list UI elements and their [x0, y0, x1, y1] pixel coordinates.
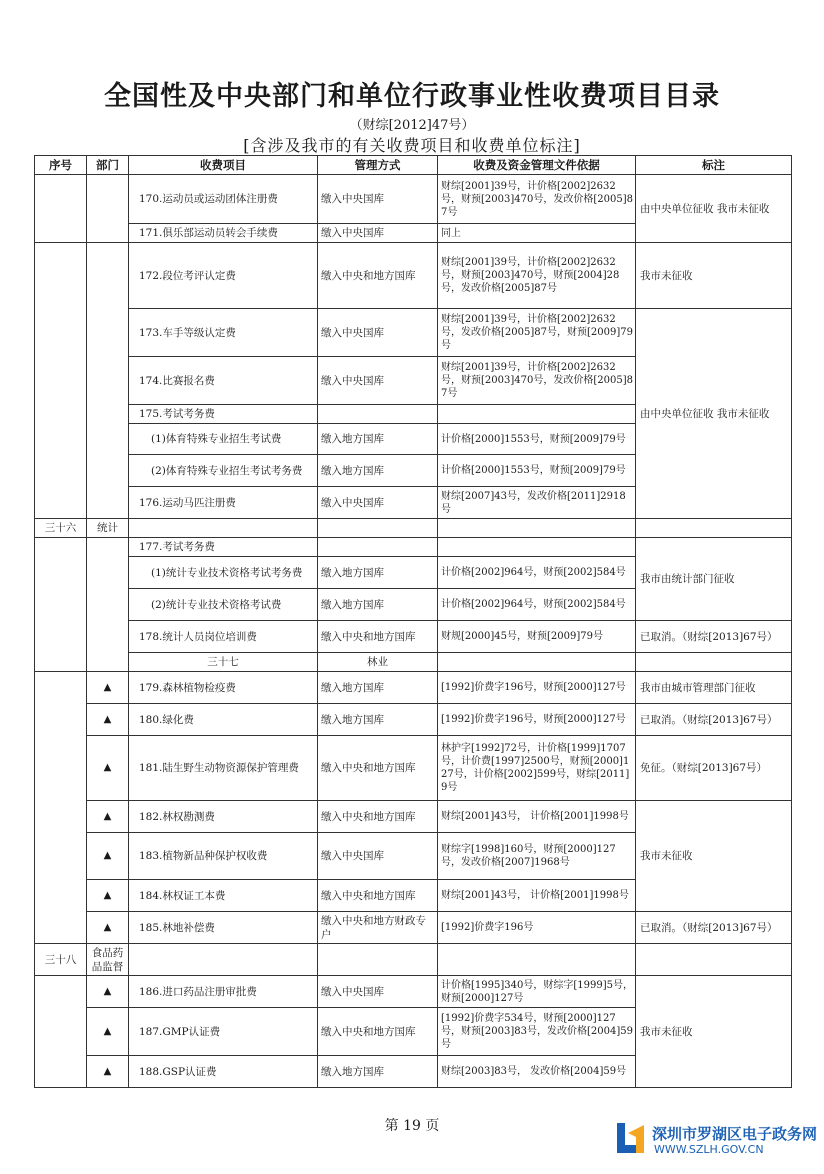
cell-mgmt: 缴入中央国库 [318, 357, 438, 405]
triangle-marker: ▲ [87, 1056, 129, 1088]
cell-item: 181.陆生野生动物资源保护管理费 [129, 736, 318, 801]
cell-dept [87, 538, 129, 672]
cell-item: 180.绿化费 [129, 704, 318, 736]
cell-remark: 我市未征收 [636, 801, 792, 912]
table-row [35, 243, 792, 309]
cell-doc [438, 538, 636, 557]
cell-item: 173.车手等级认定费 [129, 309, 318, 357]
cell-mgmt: 缴入中央和地方国库 [318, 801, 438, 833]
cell-doc: 财综[2001]39号，计价格[2002]2632号，发改价格[2005]87号，财预[2009]79号 [438, 309, 636, 357]
cell-remark: 已取消。（财综[2013]67号） [636, 621, 792, 653]
cell-mgmt: 缴入中央国库 [318, 175, 438, 224]
triangle-marker: ▲ [87, 736, 129, 801]
header-item: 收费项目 [129, 156, 318, 175]
cell-item: 187.GMP认证费 [129, 1008, 318, 1056]
cell-mgmt: 缴入地方国库 [318, 557, 438, 589]
document-note: [含涉及我市的有关收费项目和收费单位标注] [243, 136, 581, 155]
cell-item: 179.森林植物检疫费 [129, 672, 318, 704]
cell-doc: [1992]价费字196号，财预[2000]127号 [438, 704, 636, 736]
cell-doc: [1992]价费字196号，财预[2000]127号 [438, 672, 636, 704]
table-row [35, 309, 792, 357]
document-title: 全国性及中央部门和单位行政事业性收费项目目录 [104, 81, 720, 112]
table-row [35, 736, 792, 801]
cell-remark: 免征。（财综[2013]67号） [636, 736, 792, 801]
cell-remark: 已取消。（财综[2013]67号） [636, 912, 792, 944]
cell-dept [87, 175, 129, 243]
table-header-row [35, 156, 792, 175]
cell-mgmt: 缴入地方国库 [318, 589, 438, 621]
cell-item: 183.植物新品种保护权收费 [129, 833, 318, 880]
site-logo-icon [614, 1119, 650, 1159]
triangle-marker: ▲ [87, 672, 129, 704]
cell-mgmt: 缴入地方国库 [318, 1056, 438, 1088]
cell-item: 175.考试考务费 [129, 405, 318, 424]
triangle-marker: ▲ [87, 976, 129, 1008]
cell-doc: 计价格[1995]340号，财综字[1999]5号， 财预[2000]127号 [438, 976, 636, 1008]
cell-mgmt: 缴入地方国库 [318, 424, 438, 455]
site-logo [614, 1119, 818, 1167]
cell-doc: 财综字[1998]160号，财预[2000]127号，发改价格[2007]1968号 [438, 833, 636, 880]
cell-doc: 计价格[2000]1553号，财预[2009]79号 [438, 455, 636, 487]
cell-no [35, 538, 87, 672]
triangle-marker: ▲ [87, 880, 129, 912]
cell-doc: 财综[2007]43号，发改价格[2011]2918号 [438, 487, 636, 519]
cell-no [35, 175, 87, 243]
cell-mgmt: 缴入中央和地方国库 [318, 243, 438, 309]
cell-item: 185.林地补偿费 [129, 912, 318, 944]
header-dept: 部门 [87, 156, 129, 175]
cell-item: 172.段位考评认定费 [129, 243, 318, 309]
cell-mgmt: 缴入中央和地方国库 [318, 1008, 438, 1056]
cell-item: 178.统计人员岗位培训费 [129, 621, 318, 653]
cell-mgmt: 缴入地方国库 [318, 672, 438, 704]
fee-table [34, 155, 792, 1088]
cell-mgmt: 缴入中央国库 [318, 224, 438, 243]
cell-remark: 我市由城市管理部门征收 [636, 672, 792, 704]
cell-item: 177.考试考务费 [129, 538, 318, 557]
cell-item: 170.运动员或运动团体注册费 [129, 175, 318, 224]
section-no: 三十八 [35, 944, 87, 976]
cell-doc: 计价格[2002]964号，财预[2002]584号 [438, 589, 636, 621]
cell-mgmt: 缴入中央和地方国库 [318, 880, 438, 912]
cell-mgmt: 缴入中央和地方国库 [318, 736, 438, 801]
cell-item: 171.俱乐部运动员转会手续费 [129, 224, 318, 243]
cell-doc: [1992]价费字196号 [438, 912, 636, 944]
triangle-marker: ▲ [87, 1008, 129, 1056]
cell-mgmt: 缴入中央和地方国库 [318, 621, 438, 653]
header-no: 序号 [35, 156, 87, 175]
cell-remark: 我市未征收 [636, 976, 792, 1088]
cell-remark: 我市由统计部门征收 [636, 538, 792, 621]
cell-mgmt [318, 405, 438, 424]
header-remark: 标注 [636, 156, 792, 175]
cell-item: 188.GSP认证费 [129, 1056, 318, 1088]
cell-mgmt: 缴入中央和地方财政专户 [318, 912, 438, 944]
cell-doc: 计价格[2002]964号，财预[2002]584号 [438, 557, 636, 589]
cell-doc: 财综[2001]39号，计价格[2002]2632号，财预[2003]470号，发改价格[2005]87号 [438, 175, 636, 224]
section-dept: 食品药品监督 [87, 944, 129, 976]
cell-remark: 已取消。（财综[2013]67号） [636, 704, 792, 736]
site-logo-url: WWW.SZLH.GOV.CN [654, 1143, 764, 1156]
cell-mgmt: 缴入中央国库 [318, 976, 438, 1008]
page-number: 第 19 页 [384, 1118, 440, 1134]
cell-doc: 同上 [438, 224, 636, 243]
cell-no [35, 976, 87, 1088]
cell-mgmt: 缴入中央国库 [318, 487, 438, 519]
cell-mgmt: 缴入中央国库 [318, 833, 438, 880]
cell-mgmt: 缴入地方国库 [318, 704, 438, 736]
table-row [35, 801, 792, 833]
cell-doc: [1992]价费字534号，财预[2000]127号，财预[2003]83号，发改价格[2004]59号 [438, 1008, 636, 1056]
cell-doc: 财综[2001]43号， 计价格[2001]1998号 [438, 801, 636, 833]
cell-remark: 由中央单位征收 我市未征收 [636, 309, 792, 519]
triangle-marker: ▲ [87, 801, 129, 833]
table-row [35, 704, 792, 736]
cell-mgmt [318, 538, 438, 557]
document-subtitle: （财综[2012]47号） [349, 118, 475, 133]
cell-item: 184.林权证工本费 [129, 880, 318, 912]
section-dept: 统计 [87, 519, 129, 538]
section-row [35, 519, 792, 538]
cell-dept [87, 243, 129, 519]
cell-doc: 财规[2000]45号，财预[2009]79号 [438, 621, 636, 653]
cell-no [35, 672, 87, 944]
cell-doc: 计价格[2000]1553号，财预[2009]79号 [438, 424, 636, 455]
cell-doc: 财综[2001]43号， 计价格[2001]1998号 [438, 880, 636, 912]
cell-mgmt: 缴入地方国库 [318, 455, 438, 487]
section-row [35, 653, 792, 672]
cell-item: 176.运动马匹注册费 [129, 487, 318, 519]
header-mgmt: 管理方式 [318, 156, 438, 175]
triangle-marker: ▲ [87, 704, 129, 736]
table-row [35, 621, 792, 653]
cell-doc: 财综[2003]83号， 发改价格[2004]59号 [438, 1056, 636, 1088]
site-logo-name: 深圳市罗湖区电子政务网 [652, 1125, 818, 1143]
section-no: 三十七 [129, 653, 318, 672]
cell-doc: 林护字[1992]72号，计价格[1999]1707号，计价费[1997]2500号，财预[2000]127号，计价格[2002]599号，财综[2011]9号 [438, 736, 636, 801]
table-row [35, 175, 792, 224]
triangle-marker: ▲ [87, 912, 129, 944]
table-row [35, 912, 792, 944]
cell-doc [438, 405, 636, 424]
cell-item: (1)体育特殊专业招生考试费 [129, 424, 318, 455]
cell-item: 186.进口药品注册审批费 [129, 976, 318, 1008]
header-doc: 收费及资金管理文件依据 [438, 156, 636, 175]
section-row [35, 944, 792, 976]
table-row [35, 672, 792, 704]
cell-doc: 财综[2001]39号，计价格[2002]2632号，财预[2003]470号，财预[2004]28号，发改价格[2005]87号 [438, 243, 636, 309]
cell-mgmt: 缴入中央国库 [318, 309, 438, 357]
triangle-marker: ▲ [87, 833, 129, 880]
section-dept: 林业 [318, 653, 438, 672]
cell-no [35, 243, 87, 519]
cell-doc: 财综[2001]39号，计价格[2002]2632号，财预[2003]470号，发改价格[2005]87号 [438, 357, 636, 405]
table-row [35, 538, 792, 557]
cell-item: (2)体育特殊专业招生考试考务费 [129, 455, 318, 487]
cell-remark: 由中央单位征收 我市未征收 [636, 175, 792, 243]
cell-item: (2)统计专业技术资格考试费 [129, 589, 318, 621]
table-row [35, 976, 792, 1008]
cell-item: 182.林权勘测费 [129, 801, 318, 833]
cell-item: (1)统计专业技术资格考试考务费 [129, 557, 318, 589]
cell-remark: 我市未征收 [636, 243, 792, 309]
cell-item: 174.比赛报名费 [129, 357, 318, 405]
section-no: 三十六 [35, 519, 87, 538]
